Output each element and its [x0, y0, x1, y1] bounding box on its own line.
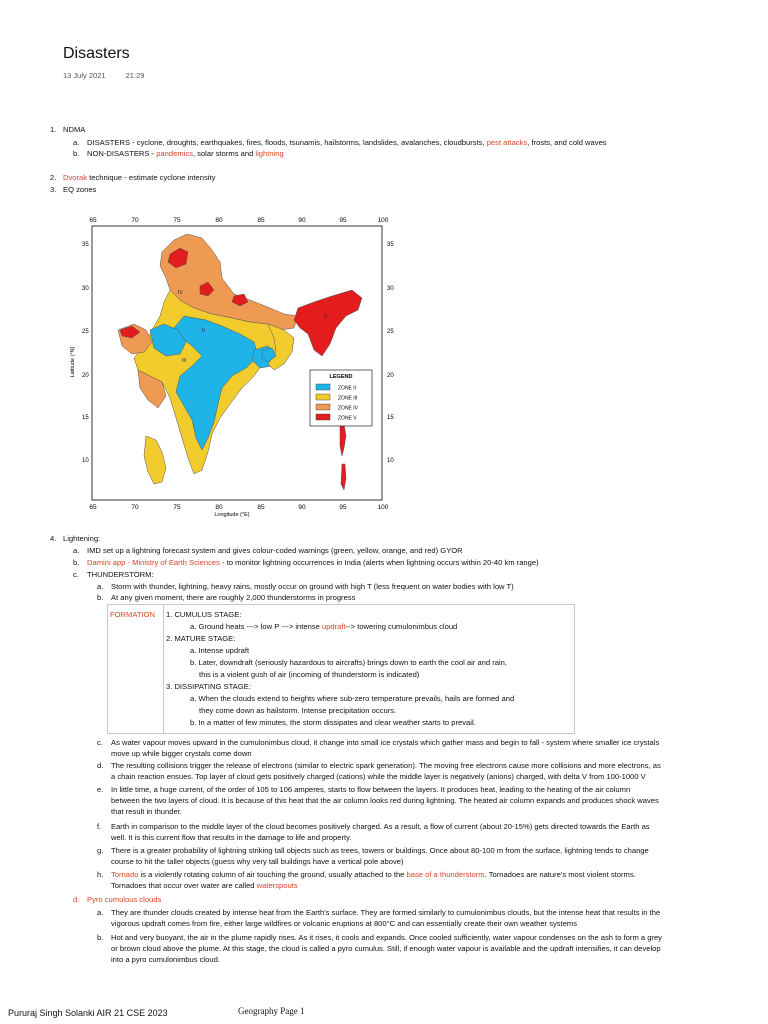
tick-label: 30	[387, 286, 394, 292]
list-num: a.	[73, 546, 80, 555]
tick-label: 85	[257, 217, 265, 224]
list-num: 3.	[50, 185, 57, 194]
lightning-label: Lightening:	[63, 534, 101, 543]
zone-label: V	[324, 314, 328, 320]
stage-item: a. Ground heats ---> low P ---> intense updraft--> towering cumulonimbus cloud	[190, 622, 458, 631]
pyro-item: into a pyro cumulonimbus cloud.	[111, 955, 220, 964]
thunderstorm-item: Storm with thunder, lightning, heavy rains, mostly occur on ground with high T (less frequent on water bodies with low T)	[111, 582, 514, 591]
stage-item: a. Intense updraft	[190, 646, 250, 655]
list-num: 2.	[50, 173, 57, 182]
tick-label: 75	[173, 504, 181, 511]
tick-label: 90	[298, 217, 306, 224]
thunderstorm-item: There is a greater probability of lightning striking tall objects such as trees, towers or buildings. Once about 80-100 m from the surface, lightning tends to change	[111, 846, 649, 855]
tick-label: 30	[82, 286, 89, 292]
imd-item: IMD set up a lightning forecast system and gives colour-coded warnings (green, yellow, orange, and red) GYOR	[87, 546, 463, 555]
tick-label: 100	[377, 217, 389, 224]
list-num: 1.	[50, 125, 57, 134]
stage-item: b. Later, downdraft (seriously hazardous to aircrafts) brings down to earth the cool air and rain,	[190, 658, 507, 667]
thunderstorm-item: move up while bigger crystals come down	[111, 749, 252, 758]
legend-label: ZONE II	[338, 385, 357, 392]
pyro-item: vigorous updraft comes from fire, either large wildfires or volcanic eruptions at 800°C and can essentially create their own weather systems	[111, 919, 578, 928]
tornado-item: Tornado is a violently rotating column of air touching the ground, usually attached to the base of a thunderstorm. Tornadoes are nature's most violent storms.	[111, 870, 636, 879]
list-num: b.	[73, 558, 80, 567]
map-ylabel: Latitude (°N)	[70, 346, 76, 378]
stage-item: a. When the clouds extend to heights where sub-zero temperature prevails, hails are formed and	[190, 694, 515, 703]
ndma-non-disasters: NON-DISASTERS - pandemics, solar storms and lightning	[87, 149, 284, 158]
page-time: 21:29	[125, 71, 145, 80]
dvorak-item: Dvorak technique - estimate cyclone intensity	[63, 173, 216, 182]
tick-label: 65	[89, 217, 97, 224]
stage-item: this is a violent gush of air (incoming of thunderstorm is indicated)	[199, 670, 420, 679]
map-legend	[310, 370, 372, 426]
ndma-disasters: DISASTERS - cyclone, droughts, earthquakes, fires, floods, tsunamis, hailstorms, landslides, avalanches, cloudbursts, pest attacks, frosts, and cold waves	[87, 138, 607, 147]
list-num: e.	[97, 785, 104, 794]
tick-label: 95	[339, 504, 347, 511]
zone-label: II	[202, 328, 205, 334]
tick-label: 95	[339, 217, 347, 224]
list-num: a.	[97, 908, 104, 917]
tick-label: 80	[215, 504, 223, 511]
thunderstorm-item: In little time, a huge current, of the order of 105 to 106 amperes, starts to flow between the layers. It produces heat, leading to the heating of the air column	[111, 785, 631, 794]
tick-label: 85	[257, 504, 265, 511]
stage-heading: 3. DISSIPATING STAGE:	[166, 682, 251, 691]
damini-item: Damini app - Ministry of Earth Sciences - to monitor lightning occurrences in India (alerts when lightning occurs within 20-40 km range)	[87, 558, 539, 567]
thunderstorm-label: THUNDERSTORM:	[87, 570, 154, 579]
tick-label: 25	[387, 329, 394, 335]
tick-label: 10	[82, 458, 89, 464]
stage-item: they come down as hailstorm. Intense precipitation occurs.	[199, 706, 397, 715]
legend-title: LEGEND	[329, 374, 353, 380]
legend-label: ZONE III	[338, 395, 358, 402]
pyro-item: They are thunder clouds created by intense heat from the Earth's surface. They are formed similarly to cumulonimbus clouds, but the intense heat that results in the	[111, 908, 661, 917]
list-num: a.	[97, 582, 104, 591]
list-num: d.	[97, 761, 104, 770]
list-num: a.	[73, 138, 80, 147]
thunderstorm-item: well. It is this current flow that results in the damage to life and property.	[111, 833, 352, 842]
list-num: b.	[97, 593, 104, 602]
list-num: c.	[73, 570, 79, 579]
tick-label: 35	[387, 242, 394, 248]
stage-heading: 2. MATURE STAGE:	[166, 634, 236, 643]
legend-swatch	[316, 384, 330, 390]
list-num: h.	[97, 870, 104, 879]
tick-label: 25	[82, 329, 89, 335]
thunderstorm-item: As water vapour moves upward in the cumulonimbus cloud, it change into small ice crystals which gather mass and begin to fall - system where smaller ice crystals	[111, 738, 660, 747]
pyro-item: Hot and very buoyant, the air in the plume rapidly rises. As it rises, it cools and expands. Once cooled sufficiently, water vapour condenses on the ash to form a grey	[111, 933, 662, 942]
tick-label: 15	[82, 415, 89, 421]
ndma-label: NDMA	[63, 125, 86, 134]
stage-heading: 1. CUMULUS STAGE:	[166, 610, 242, 619]
tick-label: 35	[82, 242, 89, 248]
thunderstorm-item: course to hit the taller objects (guess why very tall buildings have a vertical pole above)	[111, 857, 404, 866]
page-date: 13 July 2021	[63, 71, 106, 80]
tick-label: 20	[387, 373, 394, 379]
tick-label: 90	[298, 504, 306, 511]
legend-swatch	[316, 394, 330, 400]
zone-label: III	[182, 358, 187, 364]
tick-label: 10	[387, 458, 394, 464]
list-num: g.	[97, 846, 104, 855]
thunderstorm-item: that result in thunder.	[111, 807, 182, 816]
footer-page: Geography Page 1	[238, 1006, 305, 1016]
list-num: f.	[97, 822, 102, 831]
thunderstorm-item: At any given moment, there are roughly 2,000 thunderstorms in progress	[111, 593, 356, 602]
eq-zones-label: EQ zones	[63, 185, 97, 194]
thunderstorm-item: The resulting collisions trigger the release of electrons (similar to electric spark generation). The moving free electrons cause more collisions and more electrons, as	[111, 761, 661, 770]
pyro-label: Pyro cumulous clouds	[87, 895, 162, 904]
page-meta	[63, 71, 162, 80]
list-num: b.	[97, 933, 104, 942]
tick-label: 65	[89, 504, 97, 511]
page-title: Disasters	[63, 45, 130, 62]
legend-swatch	[316, 414, 330, 420]
list-num: d.	[73, 895, 80, 904]
tick-label: 20	[82, 373, 89, 379]
footer-author: Pururaj Singh Solanki AIR 21 CSE 2023	[8, 1008, 168, 1018]
legend-label: ZONE IV	[338, 405, 359, 412]
list-num: 4.	[50, 534, 57, 543]
pyro-item: or brown cloud above the plume. At this stage, the cloud is called a pyro cumulus. Still, if enough water vapour is available and the updraft intensifies, it can develop	[111, 944, 661, 953]
list-num: b.	[73, 149, 80, 158]
thunderstorm-item: a chain reaction ensues. Top layer of cloud gets positively charged (cations) while the middle layer is negatively (anions) charged, with delta V from 100-1000 V	[111, 772, 646, 781]
legend-label: ZONE V	[338, 415, 357, 422]
stage-item: b. In a matter of few minutes, the storm dissipates and clear weather starts to prevail.	[190, 718, 476, 727]
formation-label: FORMATION	[110, 610, 155, 619]
tick-label: 100	[377, 504, 389, 511]
tick-label: 70	[131, 217, 139, 224]
tick-label: 80	[215, 217, 223, 224]
tick-label: 70	[131, 504, 139, 511]
tick-label: 15	[387, 415, 394, 421]
thunderstorm-item: Earth in comparison to the middle layer of the cloud becomes positively charged. As a result, a flow of current (about 20-15%) gets directed towards the Earth as	[111, 822, 650, 831]
map-xlabel: Longitude (°E)	[214, 512, 250, 518]
eq-zone-map	[62, 212, 402, 522]
legend-swatch	[316, 404, 330, 410]
list-num: c.	[97, 738, 103, 747]
thunderstorm-item: between the two layers of cloud. It is because of this heat that the air column looks red during lightning. The heated air column expands and produces shock waves	[111, 796, 659, 805]
tick-label: 75	[173, 217, 181, 224]
zone-label: IV	[178, 290, 183, 296]
tornado-item: Tornadoes that occur over water are called waterspouts	[111, 881, 298, 890]
